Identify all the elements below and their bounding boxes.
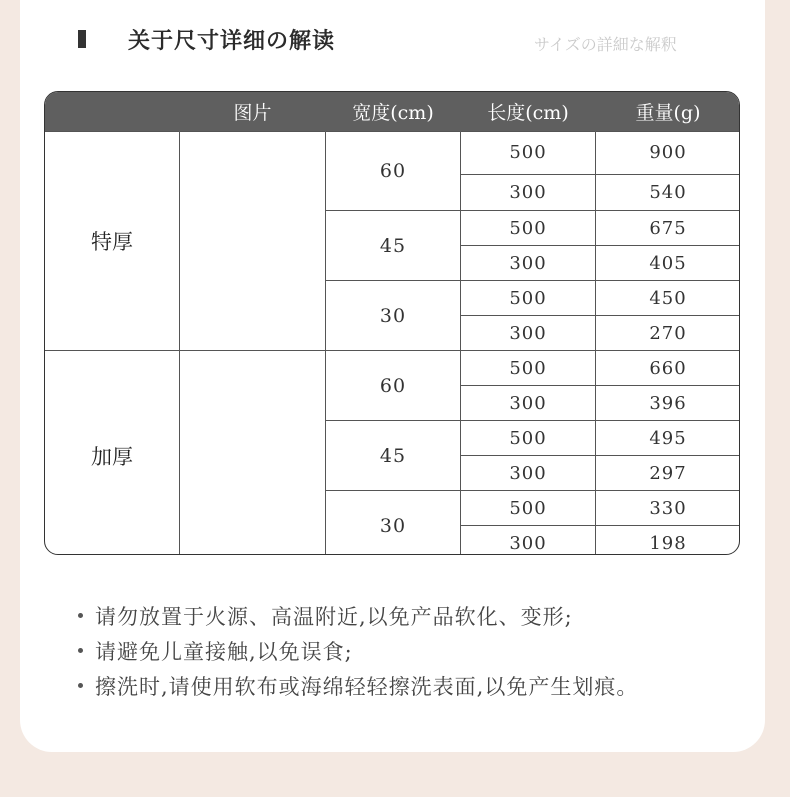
length-cell: 500 (461, 351, 596, 386)
weight-cell: 297 (596, 456, 741, 491)
header-cell-category (45, 91, 180, 132)
note-text: 请勿放置于火源、高温附近,以免产品软化、变形; (95, 605, 573, 629)
weight-cell: 495 (596, 421, 741, 456)
width-cell: 60 (326, 132, 461, 211)
header-cell-length: 长度(cm) (461, 91, 596, 132)
note-item (78, 670, 638, 705)
width-cell: 60 (326, 351, 461, 421)
size-table (44, 91, 740, 555)
weight-cell: 540 (596, 174, 741, 210)
length-cell: 500 (461, 491, 596, 526)
note-text: 擦洗时,请使用软布或海绵轻轻擦洗表面,以免产生划痕。 (95, 675, 639, 699)
size-table-container (44, 91, 740, 555)
width-cell: 45 (326, 211, 461, 281)
header-cell-image: 图片 (180, 91, 326, 132)
image-cell (180, 351, 326, 556)
length-cell: 300 (461, 386, 596, 421)
length-cell: 300 (461, 316, 596, 351)
table-header-row (45, 91, 741, 132)
length-cell: 300 (461, 526, 596, 556)
bullet-icon (78, 683, 83, 688)
table-row (45, 351, 741, 386)
image-cell (180, 132, 326, 351)
note-item (78, 635, 638, 670)
note-item (78, 600, 638, 635)
page-subtitle: サイズの詳細な解釈 (534, 35, 677, 54)
group-label: 特厚 (45, 132, 180, 351)
weight-cell: 270 (596, 316, 741, 351)
weight-cell: 675 (596, 211, 741, 246)
weight-cell: 330 (596, 491, 741, 526)
length-cell: 500 (461, 211, 596, 246)
weight-cell: 450 (596, 281, 741, 316)
length-cell: 500 (461, 132, 596, 175)
length-cell: 300 (461, 456, 596, 491)
weight-cell: 198 (596, 526, 741, 556)
bullet-icon (78, 648, 83, 653)
weight-cell: 900 (596, 132, 741, 175)
length-cell: 500 (461, 421, 596, 456)
care-notes (78, 600, 638, 705)
width-cell: 45 (326, 421, 461, 491)
note-text: 请避免儿童接触,以免误食; (95, 640, 353, 664)
header-cell-width: 宽度(cm) (326, 91, 461, 132)
weight-cell: 396 (596, 386, 741, 421)
width-cell: 30 (326, 281, 461, 351)
length-cell: 500 (461, 281, 596, 316)
bullet-icon (78, 613, 83, 618)
length-cell: 300 (461, 246, 596, 281)
table-row (45, 132, 741, 175)
page-title: 关于尺寸详细の解读 (128, 28, 336, 54)
width-cell: 30 (326, 491, 461, 556)
weight-cell: 660 (596, 351, 741, 386)
length-cell: 300 (461, 174, 596, 210)
title-accent-bar (78, 30, 86, 48)
group-label: 加厚 (45, 351, 180, 556)
header-cell-weight: 重量(g) (596, 91, 741, 132)
weight-cell: 405 (596, 246, 741, 281)
